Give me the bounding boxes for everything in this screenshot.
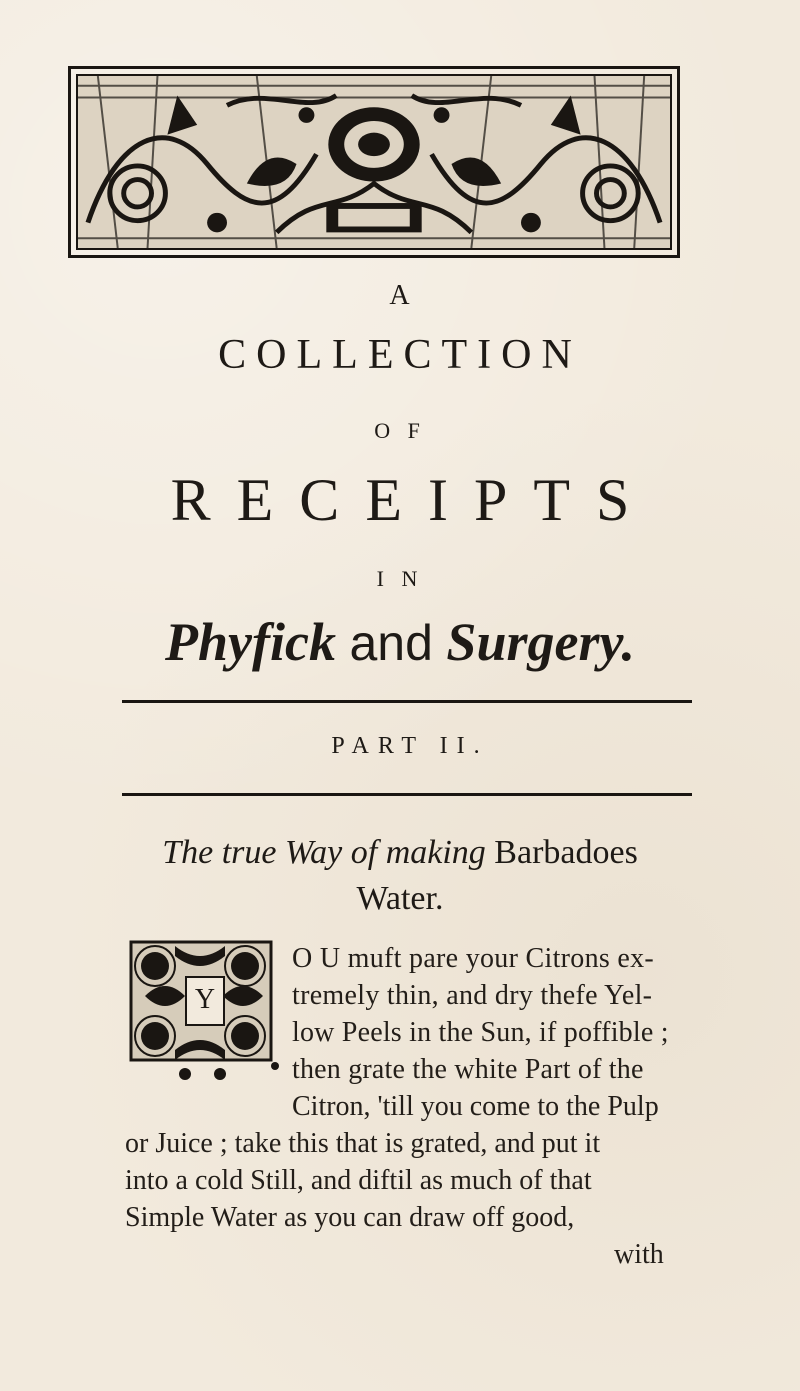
title-article: A [389,280,411,311]
dropcap-letter: Y [185,976,225,1026]
body-line-7: into a cold Still, and diftil as much of that [125,1165,592,1196]
title-and: and [349,615,433,671]
body-line-8: Simple Water as you can draw off good, [125,1202,575,1233]
body-line-4: then grate the white Part of the [292,1054,644,1085]
body-line-1: O U muft pare your Citrons ex- [292,943,655,974]
body-line-6: or Juice ; take this that is grated, and put it [125,1128,601,1159]
title-of: O F [374,418,426,443]
title-in: I N [376,566,424,591]
recipe-title-line-2: Water. [356,880,444,917]
title-physick: Phyfick [165,612,336,672]
title-collection: COLLECTION [218,332,582,378]
body-line-5: Citron, 'till you come to the Pulp [292,1091,659,1122]
title-surgery: Surgery. [446,612,635,672]
recipe-title-italic: The true Way of making [162,834,486,871]
title-receipts: RECEIPTS [170,467,656,533]
body-line-3: low Peels in the Sun, if poffible ; [292,1017,669,1048]
body-line-2: tremely thin, and dry thefe Yel- [292,980,653,1011]
body-line-9: with [614,1239,664,1270]
recipe-title-roman: Barbadoes [494,834,638,871]
part-heading: PART II. [331,733,489,759]
